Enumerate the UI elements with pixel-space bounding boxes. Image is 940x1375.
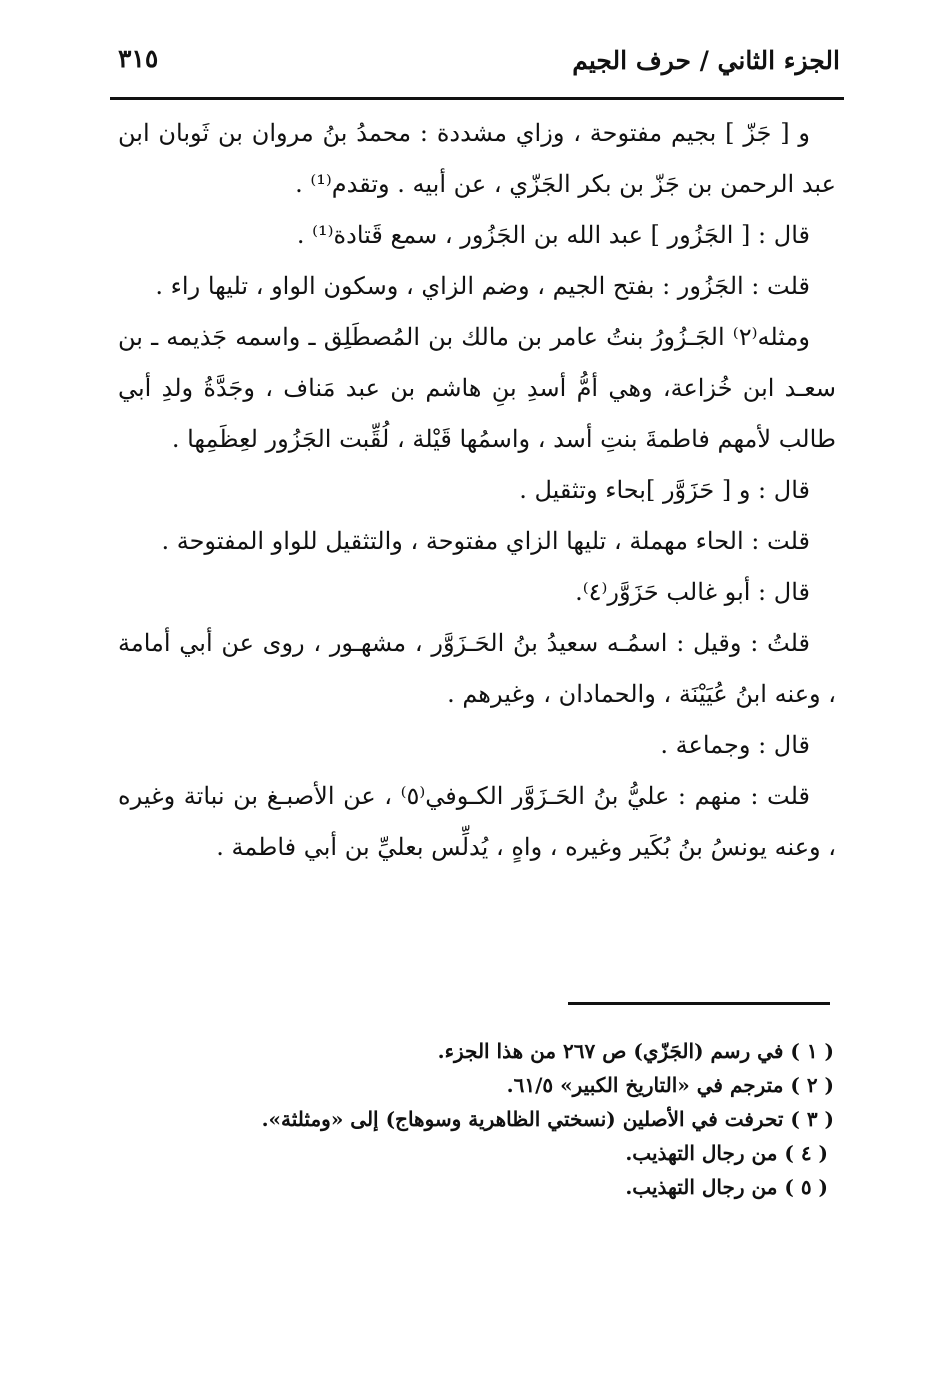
paragraph-mithluhu: ومثله⁽٢⁾ الجَـزُورُ بنتُ عامر بن مالك بن المُصطَلِق ـ واسمه جَذيمه ـ بن سعـد ابن خُزاعة، وهي أمُّ أسدِ بنِ هاشم بن عبد مَناف ، وجَدَّةُ ولدِ أبي طالب لأمهم فاطمةَ بنتِ أسد ، واسمُها قَيْلة ، لُقِّبت الجَزُور لعِظَمِها . <box>118 323 836 453</box>
main-text <box>118 108 836 873</box>
footnote-1: ( ١ ) في رسم (الجَزّي) ص ٢٦٧ من هذا الجزء. <box>437 1039 834 1063</box>
page-header <box>118 40 840 92</box>
paragraph-abu-ghalib: قال : أبو غالب حَزَوَّر⁽٤⁾. <box>575 578 810 606</box>
footnote-5: ( ٥ ) من رجال التهذيب. <box>625 1175 828 1199</box>
header-rule <box>110 97 844 100</box>
footnotes <box>200 1034 834 1204</box>
paragraph-jamaa: قال : وجماعة . <box>660 731 810 759</box>
footnote-3: ( ٣ ) تحرفت في الأصلين (نسختي الظاهرية وسوهاج) إلى «ومثلثة». <box>261 1107 834 1131</box>
footnote-4: ( ٤ ) من رجال التهذيب. <box>625 1141 828 1165</box>
paragraph-ali: قلت : منهم : عليُّ بنُ الحَـزَوَّر الكـوفي⁽٥⁾ ، عن الأصبـغ بن نباتة وغيره ، وعنه يونسُ بنُ بُكَير وغيره ، واهٍ ، يُدلِّس بعليِّ بن أبي فاطمة . <box>118 782 836 861</box>
running-title: الجزء الثاني / حرف الجيم <box>572 46 840 75</box>
paragraph-jazz: و [ جَزّ ] بجيم مفتوحة ، وزاي مشددة : محمدُ بنُ مروان بن ثَوبان ابن عبد الرحمن بن جَزّ بن بكر الجَزّي ، عن أبيه . وتقدم⁽¹⁾ . <box>118 119 836 198</box>
paragraph-qala-hazawwar: قال : و [ حَزَوَّر ]بحاء وتثقيل . <box>519 476 810 504</box>
paragraph-qultu-jazur: قلت : الجَزُور : بفتح الجيم ، وضم الزاي ، وسكون الواو ، تليها راء . <box>155 272 810 300</box>
footnote-separator <box>568 1002 830 1005</box>
paragraph-saeed: قلتُ : وقيل : اسمُـه سعيدُ بنُ الحَـزَوَّر ، مشهـور ، روى عن أبي أمامة ، وعنه ابنُ عُيَيْنَة ، والحمادان ، وغيرهم . <box>118 629 836 708</box>
paragraph-qala-jazur: قال : [ الجَزُور ] عبد الله بن الجَزُور ، سمع قَتادة⁽¹⁾ . <box>296 221 810 249</box>
footnote-2: ( ٢ ) مترجم في «التاريخ الكبير» ٦١/٥. <box>506 1073 834 1097</box>
page-number: ٣١٥ <box>118 44 159 73</box>
paragraph-qultu-haa: قلت : الحاء مهملة ، تليها الزاي مفتوحة ، والتثقيل للواو المفتوحة . <box>161 527 810 555</box>
